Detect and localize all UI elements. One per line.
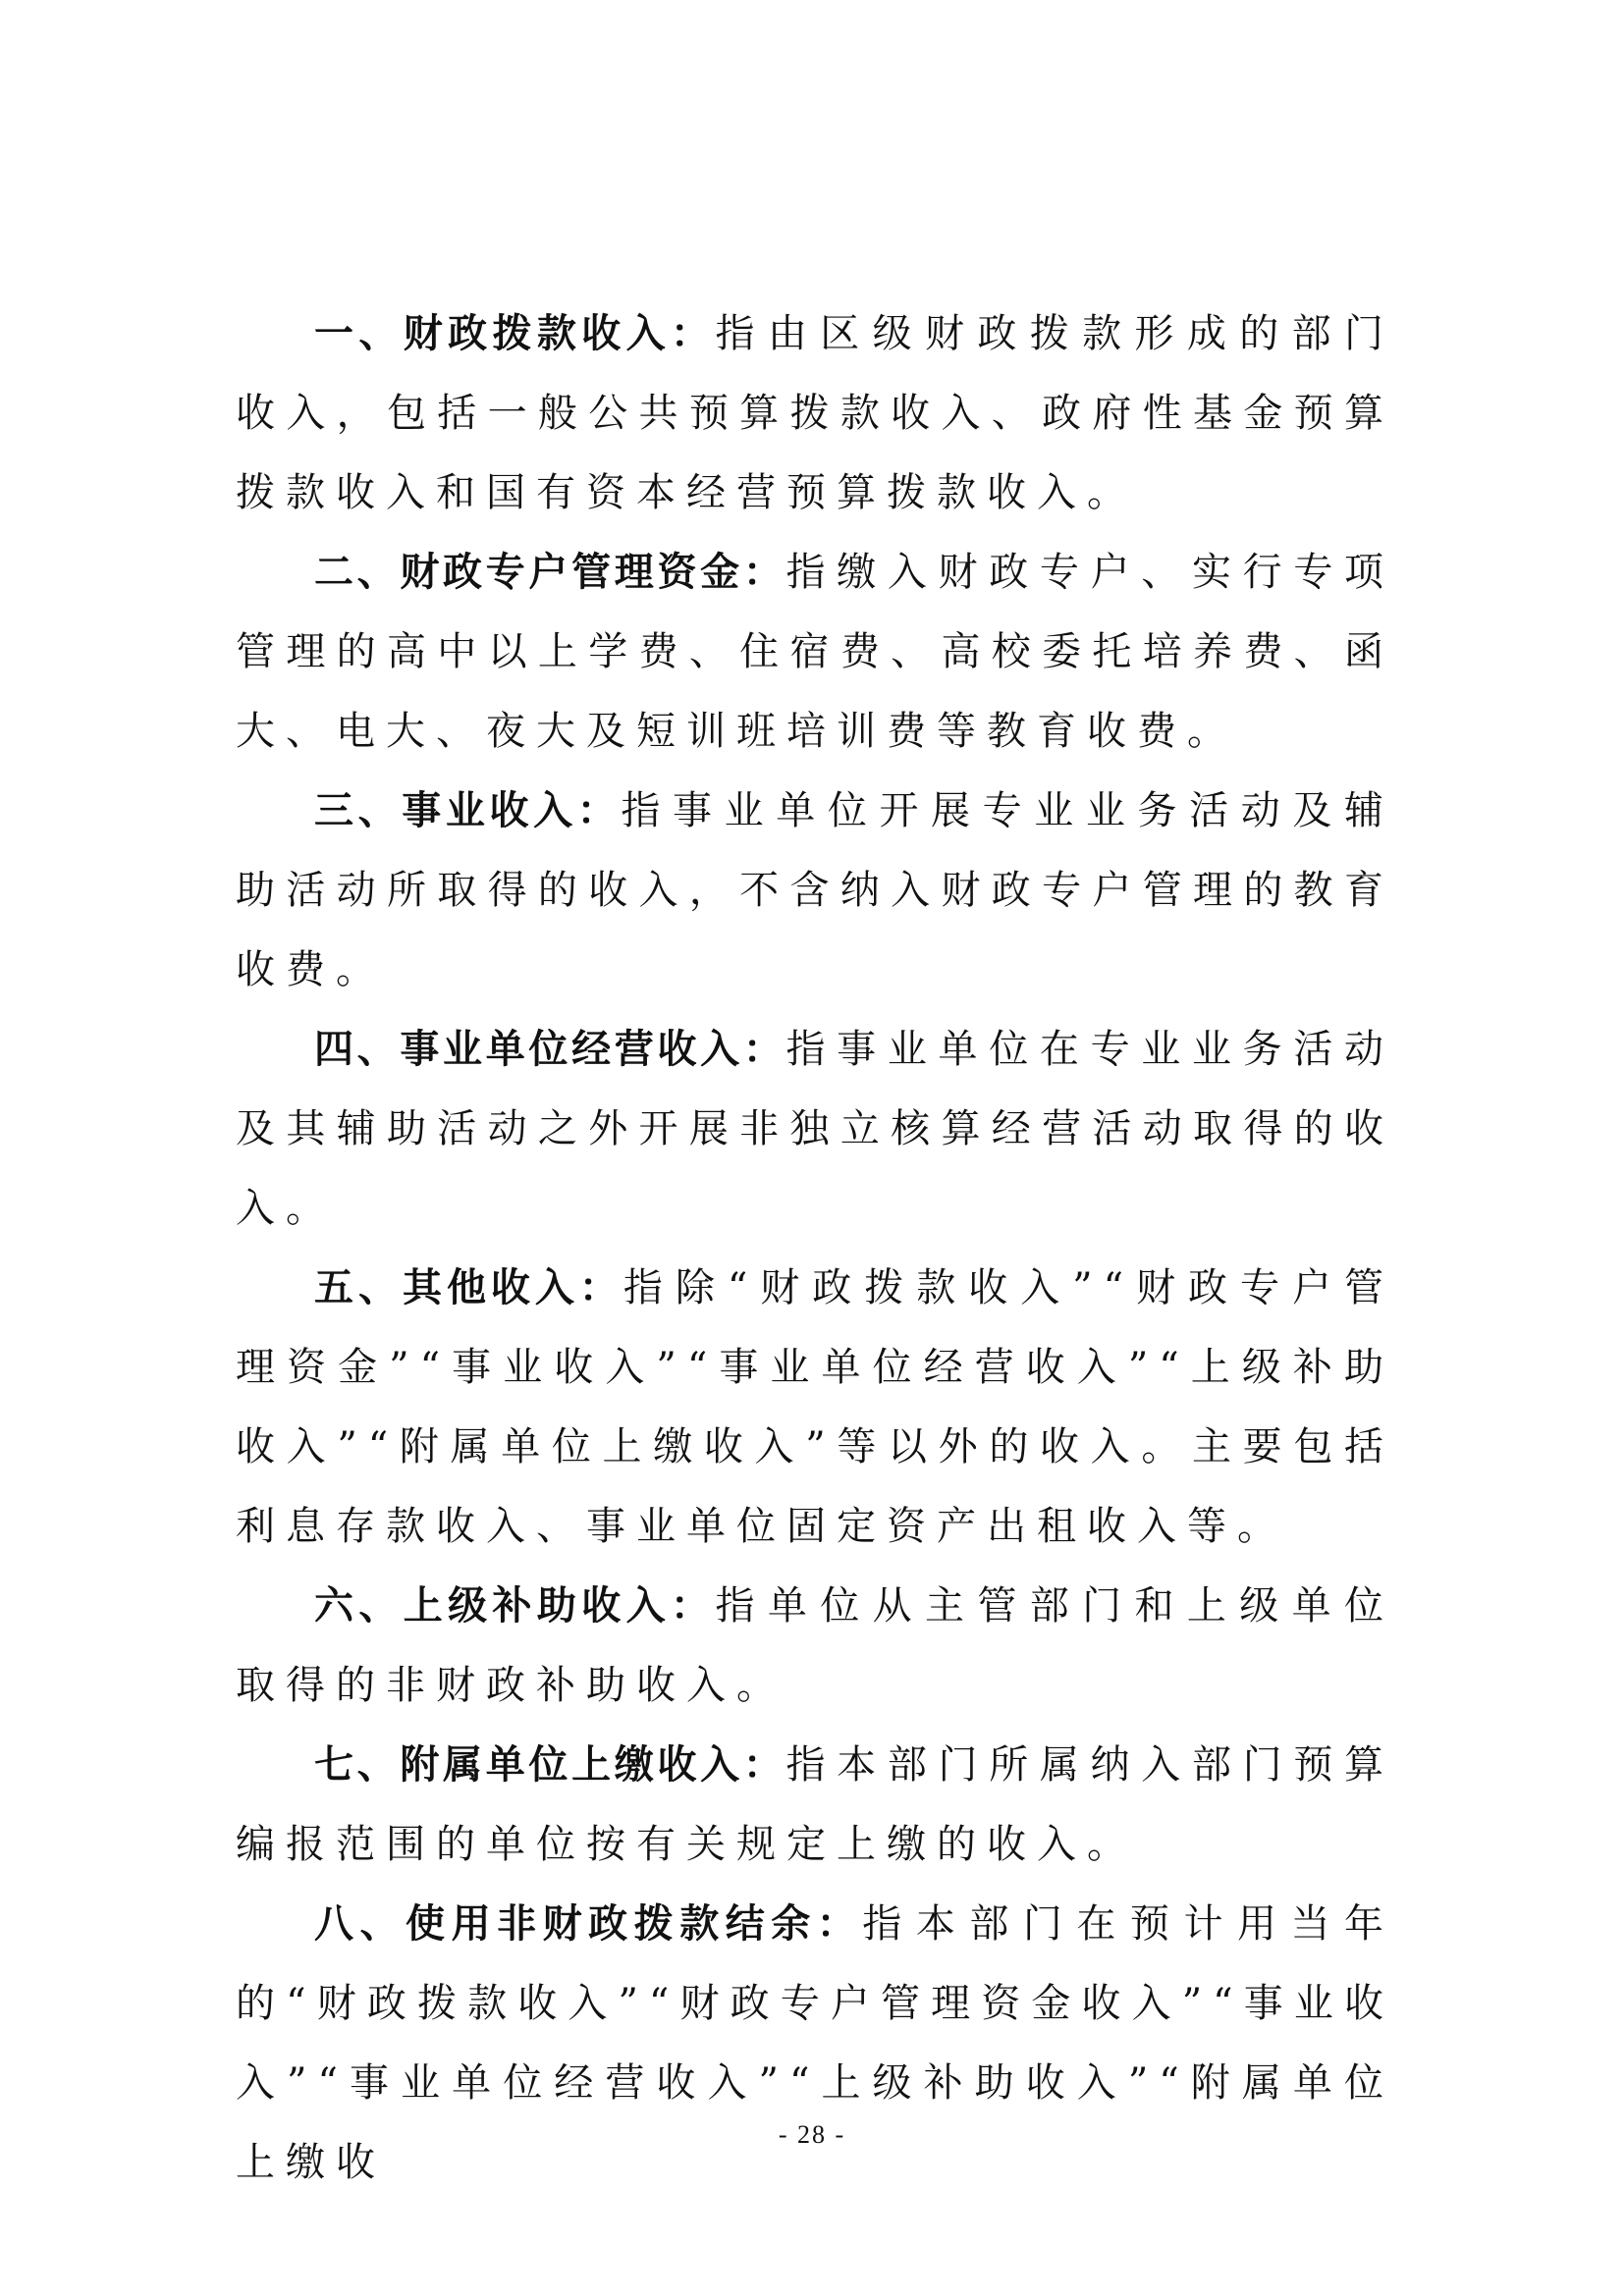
paragraph-non-fiscal-surplus [236, 1885, 1394, 2203]
paragraph-other-income [236, 1249, 1394, 1567]
paragraph-term: 八、使用非财政拨款结余： [314, 1901, 863, 1947]
paragraph-term: 五、其他收入： [314, 1265, 623, 1310]
paragraph-text: 指由区级财政拨款形成的部门收入，包括一般公共预算拨款收入、政府性基金预算拨款收入和国有资本经营预算拨款收入。 [236, 311, 1395, 515]
paragraph-text: 指本部门所属纳入部门预算编报范围的单位按有关规定上缴的收入。 [236, 1742, 1394, 1867]
paragraph-text: 指单位从主管部门和上级单位取得的非财政补助收入。 [236, 1583, 1395, 1708]
document-body [236, 294, 1394, 2203]
paragraph-text: 指事业单位在专业业务活动及其辅助活动之外开展非独立核算经营活动取得的收入。 [236, 1027, 1394, 1231]
paragraph-term: 六、上级补助收入： [314, 1583, 716, 1629]
paragraph-superior-subsidy-income [236, 1567, 1394, 1726]
paragraph-text: 指事业单位开展专业业务活动及辅助活动所取得的收入，不含纳入财政专户管理的教育收费。 [236, 788, 1395, 992]
paragraph-business-income [236, 772, 1394, 1010]
paragraph-text: 指本部门在预计用当年的“财政拨款收入”“财政专户管理资金收入”“事业收入”“事业单位经营收入”“上级补助收入”“附属单位上缴收 [236, 1901, 1395, 2185]
paragraph-text: 指缴入财政专户、实行专项管理的高中以上学费、住宿费、高校委托培养费、函大、电大、夜大及短训班培训费等教育收费。 [236, 550, 1394, 754]
paragraph-special-account-funds [236, 533, 1394, 772]
paragraph-term: 七、附属单位上缴收入： [314, 1742, 786, 1788]
paragraph-affiliated-unit-income [236, 1726, 1394, 1885]
paragraph-fiscal-appropriation-income [236, 294, 1394, 533]
paragraph-operating-income [236, 1010, 1394, 1249]
paragraph-term: 一、财政拨款收入： [314, 311, 716, 356]
paragraph-term: 四、事业单位经营收入： [314, 1027, 786, 1072]
page-number: - 28 - [778, 2120, 846, 2149]
paragraph-term: 二、财政专户管理资金： [314, 550, 786, 595]
paragraph-text: 指除“财政拨款收入”“财政专户管理资金”“事业收入”“事业单位经营收入”“上级补助收入”“附属单位上缴收入”等以外的收入。主要包括利息存款收入、事业单位固定资产出租收入等。 [236, 1265, 1394, 1549]
paragraph-term: 三、事业收入： [314, 788, 622, 833]
